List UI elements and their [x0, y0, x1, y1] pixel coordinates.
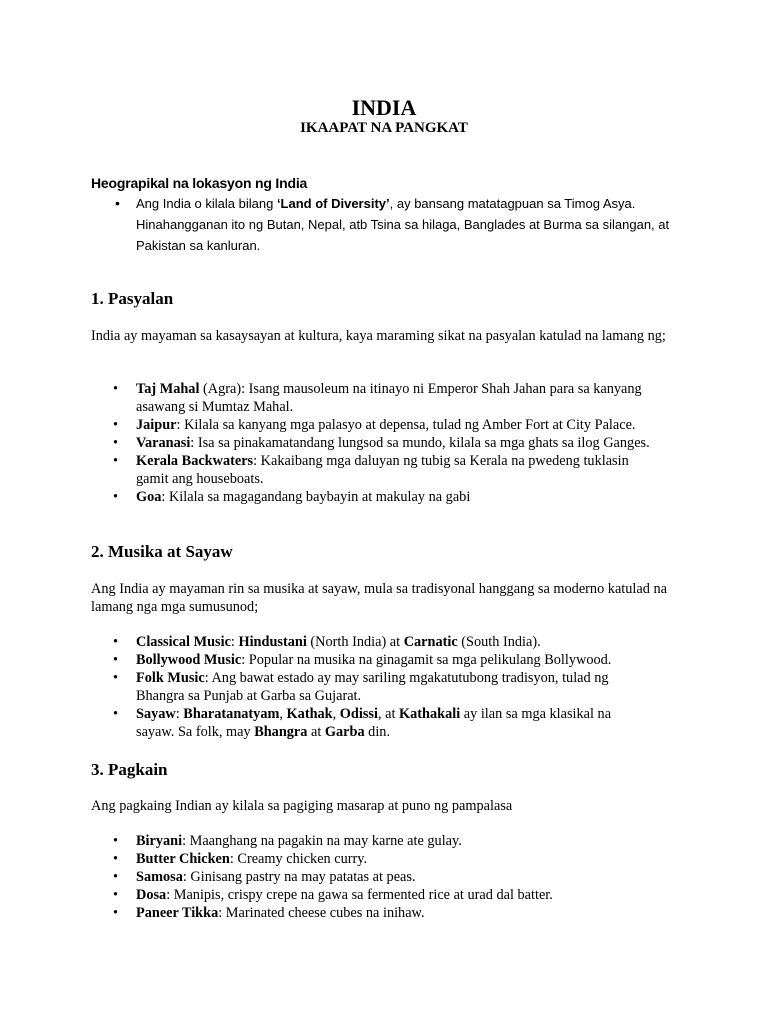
list-item	[91, 904, 651, 922]
rich-item	[136, 652, 611, 668]
item-text: : Kilala sa magagandang baybayin at makulay na gabi	[161, 489, 471, 505]
item-text: (Agra): Isang mausoleum na itinayo ni Emperor Shah Jahan para sa kanyang asawang si Mumtaz Mahal.	[136, 381, 642, 415]
item-term: Garba	[324, 724, 365, 740]
section-heading-musika: 2. Musika at Sayaw	[91, 542, 233, 561]
item-term: Goa	[136, 489, 162, 505]
item-term: Dosa	[136, 887, 167, 903]
section-intro-pagkain: Ang pagkaing Indian ay kilala sa pagiging masarap at puno ng pampalasa	[91, 798, 513, 814]
item-term: Bharatanatyam	[183, 706, 280, 722]
item-term: Bhangra	[254, 724, 308, 740]
section-heading-pasyalan: 1. Pasyalan	[91, 289, 174, 308]
item-text: : Kilala sa kanyang mga palasyo at depensa, tulad ng Amber Fort at City Palace.	[176, 417, 636, 433]
item-text: ay ilan sa mga klasikal na sayaw. Sa folk, may	[136, 706, 612, 740]
list-item	[91, 832, 651, 850]
item-text: , at	[377, 706, 399, 722]
item-text: :	[230, 634, 239, 650]
rich-item	[136, 670, 609, 704]
section-intro-pasyalan: India ay mayaman sa kasaysayan at kultura, kaya maraming sikat na pasyalan katulad na lamang ng;	[91, 328, 666, 344]
geo-list	[91, 193, 691, 256]
geo-bold-term: ‘Land of Diversity’	[276, 196, 390, 211]
item-text: :	[175, 706, 184, 722]
item-text: : Maanghang na pagakin na may karne ate gulay.	[182, 833, 462, 849]
list-item	[91, 633, 651, 651]
item-term: Kathak	[286, 706, 333, 722]
item-term: Odissi	[339, 706, 378, 722]
item-text: : Manipis, crispy crepe na gawa sa fermented rice at urad dal batter.	[166, 887, 553, 903]
list-item	[91, 705, 651, 741]
item-term: Carnatic	[403, 634, 458, 650]
item-term: Butter Chicken	[136, 851, 230, 867]
rich-item	[136, 634, 541, 650]
list-musika	[91, 633, 651, 741]
section-heading-pagkain: 3. Pagkain	[91, 760, 168, 779]
item-term: Biryani	[136, 833, 183, 849]
item-text: ,	[279, 706, 287, 722]
list-pasyalan	[91, 380, 651, 506]
list-item	[91, 669, 651, 705]
item-term: Samosa	[136, 869, 183, 885]
geo-text-after: , ay bansang matatagpuan sa Timog Asya. Hinahangganan ito ng Butan, Nepal, atb Tsina sa hilaga, Banglades at Burma sa silangan, at Pakistan sa kanluran.	[136, 196, 670, 253]
item-text: at	[307, 724, 325, 740]
item-term: Bollywood Music	[136, 652, 242, 668]
item-term: Paneer Tikka	[136, 905, 219, 921]
item-term: Varanasi	[136, 435, 191, 451]
list-item	[91, 651, 651, 669]
item-term: Sayaw	[136, 706, 176, 722]
item-term: Folk Music	[136, 670, 205, 686]
item-text: : Popular na musika na ginagamit sa mga pelikulang Bollywood.	[241, 652, 612, 668]
rich-item	[136, 706, 611, 740]
item-term: Taj Mahal	[136, 381, 200, 397]
item-text: : Ang bawat estado ay may sariling mgakatutubong tradisyon, tulad ng Bhangra sa Punjab at Garba sa Gujarat.	[136, 670, 609, 704]
item-text: (North India) at	[306, 634, 404, 650]
list-item	[91, 886, 651, 904]
item-text: : Creamy chicken curry.	[229, 851, 368, 867]
section-intro-musika: Ang India ay mayaman rin sa musika at sayaw, mula sa tradisyonal hanggang sa moderno katulad na lamang nga mga sumusunod;	[91, 581, 667, 615]
list-item	[91, 380, 651, 416]
item-term: Classical Music	[136, 634, 231, 650]
list-pagkain	[91, 832, 651, 922]
list-item	[91, 416, 651, 434]
item-text: : Kakaibang mga daluyan ng tubig sa Kerala na pwedeng tuklasin gamit ang houseboats.	[136, 453, 629, 487]
item-text: : Isa sa pinakamatandang lungsod sa mundo, kilala sa mga ghats sa ilog Ganges.	[190, 435, 650, 451]
list-item	[91, 434, 651, 452]
item-term: Kerala Backwaters	[136, 453, 254, 469]
list-item	[91, 488, 651, 506]
item-text: : Marinated cheese cubes na inihaw.	[218, 905, 425, 921]
document-subtitle: IKAAPAT NA PANGKAT	[300, 120, 468, 136]
item-term: Kathakali	[399, 706, 461, 722]
item-text: : Ginisang pastry na may patatas at peas.	[182, 869, 416, 885]
list-item	[91, 868, 651, 886]
document-title: INDIA	[351, 95, 417, 120]
list-item	[91, 193, 691, 256]
item-text: (South India).	[457, 634, 541, 650]
item-term: Hindustani	[238, 634, 307, 650]
list-item	[91, 850, 651, 868]
item-text: ,	[332, 706, 340, 722]
list-item	[91, 452, 651, 488]
geo-text-before: Ang India o kilala bilang	[136, 196, 277, 211]
item-term: Jaipur	[136, 417, 177, 433]
item-text: din.	[364, 724, 391, 740]
geo-heading: Heograpikal na lokasyon ng India	[91, 175, 308, 191]
